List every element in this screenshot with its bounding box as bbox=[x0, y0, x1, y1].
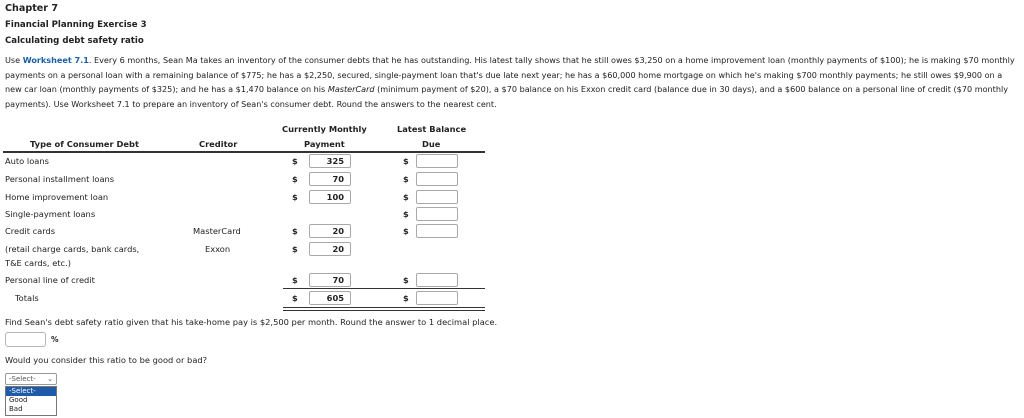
payment-dollar: $ bbox=[292, 275, 298, 285]
payment-personal-line-of-credit[interactable]: 70 bbox=[309, 273, 351, 287]
balance-dollar: $ bbox=[403, 226, 409, 236]
payment-total[interactable]: 605 bbox=[309, 291, 351, 305]
row-label-retail-cards: (retail charge cards, bank cards, bbox=[5, 244, 140, 254]
payment-dollar: $ bbox=[292, 174, 298, 184]
debt-safety-ratio-input[interactable] bbox=[5, 332, 46, 347]
option-select[interactable]: -Select- bbox=[6, 387, 56, 396]
balance-dollar: $ bbox=[403, 156, 409, 166]
balance-dollar: $ bbox=[403, 293, 409, 303]
balance-home-improvement-input[interactable] bbox=[416, 190, 458, 204]
payment-mastercard[interactable]: 20 bbox=[309, 224, 351, 238]
balance-single-payment-input[interactable] bbox=[416, 207, 458, 221]
col-header-creditor: Creditor bbox=[199, 139, 238, 149]
payment-home-improvement[interactable]: 100 bbox=[309, 190, 351, 204]
chapter-label: Chapter 7 bbox=[5, 3, 59, 14]
balance-personal-line-of-credit-input[interactable] bbox=[416, 273, 458, 287]
question-good-or-bad: Would you consider this ratio to be good or bad? bbox=[5, 355, 208, 365]
worksheet-link[interactable]: Worksheet 7.1 bbox=[22, 55, 89, 65]
ratio-assessment-dropdown bbox=[5, 386, 57, 416]
exercise-subtitle: Calculating debt safety ratio bbox=[5, 36, 144, 46]
balance-auto-loans-input[interactable] bbox=[416, 154, 458, 168]
row-label-home-improvement: Home improvement loan bbox=[5, 192, 109, 202]
totals-label: Totals bbox=[15, 293, 39, 303]
header-rule bbox=[3, 151, 485, 153]
row-label-personal-line-of-credit: Personal line of credit bbox=[5, 275, 95, 285]
totals-rule-double-2 bbox=[283, 310, 485, 311]
exercise-title: Financial Planning Exercise 3 bbox=[5, 20, 147, 30]
row-label-single-payment: Single-payment loans bbox=[5, 209, 96, 219]
balance-personal-installment-input[interactable] bbox=[416, 172, 458, 186]
balance-dollar: $ bbox=[403, 174, 409, 184]
creditor-mastercard: MasterCard bbox=[193, 226, 241, 236]
col-header-balance-1: Latest Balance bbox=[397, 124, 467, 134]
row-label-personal-installment: Personal installment loans bbox=[5, 174, 115, 184]
payment-personal-installment[interactable]: 70 bbox=[309, 172, 351, 186]
payment-dollar: $ bbox=[292, 226, 298, 236]
payment-dollar: $ bbox=[292, 156, 298, 166]
payment-auto-loans[interactable]: 325 bbox=[309, 154, 351, 168]
row-label-auto-loans: Auto loans bbox=[5, 156, 49, 166]
option-bad[interactable]: Bad bbox=[9, 405, 23, 413]
creditor-exxon: Exxon bbox=[205, 244, 231, 254]
col-header-payment-1: Currently Monthly bbox=[282, 124, 367, 134]
col-header-payment-2: Payment bbox=[304, 139, 345, 149]
totals-rule-top bbox=[283, 288, 485, 289]
payment-exxon[interactable]: 20 bbox=[309, 242, 351, 256]
question-debt-safety-ratio: Find Sean's debt safety ratio given that his take-home pay is $2,500 per month. Round the answer to 1 decimal place. bbox=[5, 317, 498, 327]
payment-dollar: $ bbox=[292, 244, 298, 254]
row-label-credit-cards: Credit cards bbox=[5, 226, 56, 236]
payment-dollar: $ bbox=[292, 293, 298, 303]
totals-rule-double-1 bbox=[283, 307, 485, 308]
col-header-type: Type of Consumer Debt bbox=[30, 139, 139, 149]
row-label-te-cards: T&E cards, etc.) bbox=[5, 258, 71, 268]
option-good[interactable]: Good bbox=[9, 396, 28, 404]
balance-mastercard-input[interactable] bbox=[416, 224, 458, 238]
payment-dollar: $ bbox=[292, 192, 298, 202]
ratio-assessment-select[interactable]: -Select- ⌄ bbox=[5, 373, 57, 385]
balance-dollar: $ bbox=[403, 192, 409, 202]
problem-text: Use Worksheet 7.1. Every 6 months, Sean Ma takes an inventory of the consumer debts that he has outstanding. His latest tally shows that he still owes $3,250 on a home improvement loan (monthly payments of $100); he is making $70 monthly payments on a personal loan with a remaining balance of $775; he has a $2,250, secured, single-payment loan that's due late next year; he has a $60,000 home mortgage on which he's making $700 monthly payments; he still owes $9,900 on a new car loan (monthly payments of $325); and he has a $1,470 balance on his MasterCard (minimum payment of $20), a $70 balance on his Exxon credit card (balance due in 30 days), and a $600 balance on a personal line of credit ($70 monthly payments). Use Worksheet 7.1 to prepare an inventory of Sean's consumer debt. Round the answers to the nearest cent. bbox=[5, 55, 1015, 109]
balance-dollar: $ bbox=[403, 275, 409, 285]
col-header-balance-2: Due bbox=[422, 139, 441, 149]
balance-dollar: $ bbox=[403, 209, 409, 219]
percent-unit: % bbox=[51, 335, 59, 344]
balance-total-input[interactable] bbox=[416, 291, 458, 305]
chevron-down-icon: ⌄ bbox=[47, 375, 53, 383]
